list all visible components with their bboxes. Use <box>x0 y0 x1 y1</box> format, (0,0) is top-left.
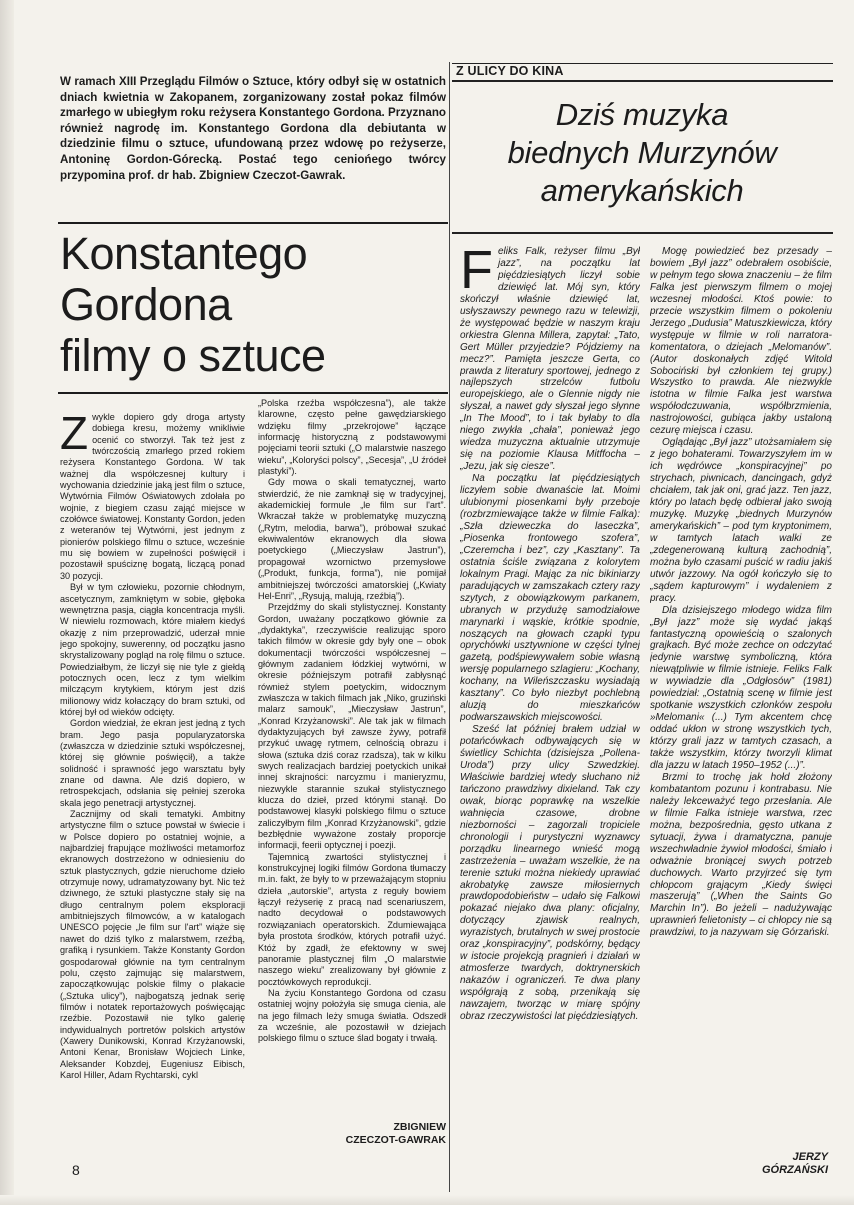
author-first-name: ZBIGNIEW <box>393 1121 446 1133</box>
article-title-line: filmy o sztuce <box>60 330 326 381</box>
paragraph: „Polska rzeźba współczesna”), ale także klarowne, często pełne gawędziarskiego wdzięku filmy „przekrojowe” łączące informację historyczną z podstawowymi pojęciami teorii sztuki („O malarstwie naszego wieku”, „Koloryści polscy”, „Secesja”, „U źródeł plastyki”). <box>258 398 446 477</box>
article-title <box>60 228 360 381</box>
article-title-line: amerykańskich <box>540 173 744 208</box>
page-bottom-edge <box>0 1195 854 1205</box>
article-column-2 <box>258 398 446 1100</box>
paragraph: Przejdźmy do skali stylistycznej. Konstanty Gordon, uważany początkowo głównie za „dydaktyka”, rzeczywiście realizując sporo takich filmów w okresie gdy były one – obok dokumentacji twórczości współczesnej – głównym zadaniem łódzkiej wytwórni, w okresie późniejszym potrafił zabłysnąć również stylem poetyckim, widocznym zwłaszcza w takich filmach jak „Niko, gruziński malarz samouk”, „Mieczysław Jastrun”, „Konrad Krzyżanowski”. Ale tak jak w filmach dydaktyzujących był zawsze żywy, potrafił przykuć uwagę rytmem, celnością obrazu i słowa (sztuka dziś coraz rzadsza), tak w kilku swych realizacjach bardziej poetyckich unikał innej skrajności: narcyzmu i manieryzmu, niezwykle starannie szukał stylistycznego klucza do dzieł, przed którymi stanął. Do podstawowej klasyki polskiego filmu o sztuce zaliczyłbym film „Konrad Krzyżanowski”, gdzie bezbłędnie wyważone zostały proporcje informacji, feerii optycznej i poezji. <box>258 602 446 851</box>
author-first-name: JERZY <box>792 1151 828 1163</box>
article-column-1 <box>60 412 245 1194</box>
title-rule-top <box>58 222 448 224</box>
paragraph: Brzmi to trochę jak hołd złożony kombatantom pozunu i kontrabasu. Nie należy lekceważyć tego przesłania. Ale w filmie Falka istnieje warstwa, rzec można, bezpośrednia, gęsto utkana z sytuacji, żywa i dramatyczna, panuje wszechwładnie żywioł młodości, śmiało i odważnie broniącej swych potrzeb duchowych. Warto przyjrzeć się tym chłopcom grającym „Kiedy święci maszerują” („When the Saints Go Marchin In”). Bo jeżeli – nadużywając uprawnień felietonisty – ci chłopcy nie są prawdziwi, to ja nazywam się Górzański. <box>650 771 832 939</box>
paragraph: Gordon wiedział, że ekran jest jedną z tych bram. Jego pasja popularyzatorska (zwłaszcza w dziedzinie sztuki współczesnej, której się głównie poświęcił), a także solidność i sprawność jego warsztatu były znane od dawna. Ale dziś dopiero, w retrospekcjach, odsłania się pełniej szeroka skala jego penetracji artystycznej. <box>60 718 245 808</box>
article-title-line: Konstantego <box>60 228 308 279</box>
section-rule <box>452 80 833 82</box>
section-label: Z ULICY DO KINA <box>456 64 564 78</box>
article-title-line: Dziś muzyka <box>555 97 729 132</box>
paragraph: Sześć lat później brałem udział w potańcówkach odbywających się w świetlicy Schichta (dzisiejsza „Pollena-Uroda”) przy ulicy Szwedzkiej. Właściwie bardziej wtedy słuchano niż tańczono prawdziwy dixieland. Tak czy owak, biorąc poprawkę na wszelkie wahnięcia czasowe, drobne niezborności – zagorzali tropiciele chronologii i purystyczni wyznawcy porządku linearnego wnieść mogą zastrzeżenia – uważam wszelkie, że na terenie sztuki można niekiedy uprawiać akrobatykę zawsze miłosiernych prawdopodobieństw – udało się Falkowi pokazać niejako dwa plany: oficjalny, dotyczący zjawisk realnych, wyrazistych, brutalnych w swej prostocie oraz „konspiracyjny”, podskórny, będący w istocie projekcją pragnień i działań w atmosferze twardych, doktrynerskich nakazów i ograniczeń. Te dwa plany współgrają z sobą, przenikają się nawzajem, tworząc w miarę spójny obraz rzeczywistości lat pięćdziesiątych. <box>460 724 640 1022</box>
paragraph: Feliks Falk, reżyser filmu „Był jazz”, na początku lat pięćdziesiątych liczył sobie dziewięć lat. Mój syn, który skończył właśnie dziewięć lat, usłyszawszy pewnego razu w telewizji, że występować będzie w naszym kraju orkiestra Glenna Millera, zapytał: „Tato, Gert Müller przyjedzie? Pójdziemy na mecz?”. Pamięta jeszcze Gerta, co prawda z literatury sportowej, jednego z najlepszych strzelców futbolu europejskiego, ale o Glennie nigdy nie słyszał, a nawet gdy słyszał jego słynne „In The Mood”, to i tak byłaby to dla niego zwykła „chała”, ponieważ jego wiedza muzyczna aktualnie utrzymuje się na poziomie Klausa Mitffocha – „Jezu, jak się ciesze”. <box>460 246 640 473</box>
drop-cap: Z <box>60 412 89 459</box>
paragraph: Dla dzisiejszego młodego widza film „Był jazz” może się wydać jakąś fantastyczną opowieścią o szalonych grajkach. Być może zechce on odczytać jedynie warstwę symboliczną, która niewątpliwie w filmie istnieje. Feliks Falk w wywiadzie dla „Odgłosów” (1981) powiedział: „Ostatnią scenę w filmie jest spotkanie wszystkich członków zespołu »Melomani« (...) Tym akcentem chcę oddać ukłon w stronę wszystkich tych, którzy grali jazz w tamtych czasach, a także wszystkim, którzy tworzyli klimat dla jazzu w latach 1950–1952 (...)”. <box>650 604 832 771</box>
author-signature-left <box>258 1121 446 1147</box>
paragraph: Zacznijmy od skali tematyki. Ambitny artystyczne film o sztuce powstał w świecie i w Polsce dopiero po ostatniej wojnie, a najbardziej frapujące możliwości metamorfoz ekranowych dostrzeżono w odniesieniu do sztuk plastycznych, gdzie nieruchome dzieło otrzymuje nowy, udramatyzowany byt. Nic też dziwnego, że sztuki plastyczne stały się na długo centralnym polem eksploracji ambitniejszych filmowców, a w katalogach UNESCO pojęcie „le film sur l'art” wiąże się nawet do dziś tylko z malarstwem, rzeźbą, grafiką i rysunkiem. Także Konstanty Gordon gospodarował głównie na tym centralnym polu, często zajmując się malarstwem, zapoczątkowując polskie filmy o plakacie („Sztuka ulicy”), najbogatszą jednak serię filmów i notatek reportażowych poświęcając rzeźbie. Pozostawił nie tylko galerię indywidualnych portretów polskich artystów (Xawery Dunikowski, Konrad Krzyżanowski, Antoni Kenar, Bronisław Wojciech Linke, Aleksander Kobzdej, Eugeniusz Eibisch, Karol Hiller, Adam Rychtarski, cykl <box>60 809 245 1080</box>
article-column-3 <box>460 246 640 1131</box>
title-rule-bottom <box>58 392 448 394</box>
column-divider <box>449 62 450 1192</box>
author-signature-right <box>650 1151 828 1177</box>
article-lead: W ramach XIII Przeglądu Filmów o Sztuce, który odbył się w ostatnich dniach kwietnia w Zakopanem, zorganizowany został pokaz filmów zmarłego w ubiegłym roku reżysera Konstantego Gordona. Przyznano również nagrodę im. Konstantego Gordona dla debiutanta w dziedzinie filmu o sztuce, ufundowaną przez wdowę po reżyserze, Antoninę Gordon-Górecką. Postać tego ceniońego twórcy przypomina prof. dr hab. Zbigniew Czeczot-Gawrak. <box>60 75 446 182</box>
page-number: 8 <box>72 1162 80 1178</box>
paragraph: Oglądając „Był jazz” utożsamiałem się z jego bohaterami. Towarzyszyłem im w ich wędrówce „konspiracyjnej” po strychach, piwnicach, dancingach, gdyż chciałem, tak jak oni, grać jazz. Ten jazz, który po latach będę odbierał jako swoją muzykę. Muzykę „biednych Murzynów amerykańskich” – pod tym kryptonimem, w tamtych latach walki ze „zdegenerowaną kulturą zachodnią”, można było czasami puścić w radiu jakiś utwór jazzowy. Na ogół kończyło się to „sądem kapturowym” i wydaleniem z pracy. <box>650 437 832 604</box>
title-rule-right <box>452 232 833 234</box>
article-title-right <box>462 96 822 210</box>
article-title-line: Gordona <box>60 279 232 330</box>
paragraph: Zwykle dopiero gdy droga artysty dobiega kresu, możemy wnikliwie ocenić co stworzył. Tak też jest z twórczością zmarłego przed rokiem reżysera Konstantego Gordona. W tak ważnej dla współczesnej kultury i wychowania dziedzinie jaką jest film o sztuce, Wytwórnia Filmów Oświatowych zdołała po wojnie, z biegiem czasu zająć miejsce w czołówce światowej. Konstanty Gordon, jeden z weteranów tej Wytwórni, jest jednym z pionierów polskiego filmu o sztuce, wcześnie mu się bowiem w zupełności poświęcił i pozostawił spuściznę bogatą, liczącą ponad 30 pozycji. <box>60 412 245 581</box>
paragraph: Tajemnicą zwartości stylistycznej i konstrukcyjnej logiki filmów Gordona tłumaczy m.in. fakt, że były to w przeważającym stopniu dzieła „autorskie”, artysta z reguły bowiem łączył reżyserię z pracą nad scenariuszem, nadto decydował o podstawowych rozwiązaniach operatorskich. Zdumiewająca była prostota środków, których potrafił użyć. Któż by zgadł, że efektowny w swej panoramie plastycznej film „O malarstwie naszego wieku” zrealizowany był głównie z pocztówkowych reprodukcji. <box>258 851 446 987</box>
drop-cap: F <box>460 246 493 300</box>
paragraph: Na początku lat pięćdziesiątych liczyłem sobie dwanaście lat. Moimi ulubionymi piosenkami były przeboje (rozbrzmiewające także w filmie Falka): „Szła dzieweczka do laseczka”, „Piosenka frontowego szofera”, „Czeremcha i bez”, czy „Kasztany”. Ta ostatnia ściśle związana z kolorytem lokalnym Pragi. Mając za nic bikiniarzy paradujących w zamszakach cztery razy szytych, z obowiązkowym parkanem, ubranych w przydużę samodziałowe marynarki i wąskie, krótkie spodnie, noszących na głowach czapki typu oprychówki usztywnione w części tylnej gazetą, podśpiewywałem sobie własną wersję popularnego szlagieru: „Kochany, kochany, na Wileńszczasku wysiadają kasztany”. Co było niezbyt pochlebną aluzją do mieszkańców podwarszawskich miejscowości. <box>460 473 640 724</box>
paragraph: Na życiu Konstantego Gordona od czasu ostatniej wojny położyła się smuga cienia, ale na jego filmach leży smuga światła. Odszedł za wcześnie, ale pozostawił w dziejach polskiego filmu o sztuce ślad bogaty i trwałą. <box>258 987 446 1044</box>
page-left-edge <box>0 0 14 1205</box>
author-last-name: GÓRZAŃSKI <box>762 1164 828 1176</box>
article-title-line: biednych Murzynów <box>507 135 777 170</box>
author-last-name: CZECZOT-GAWRAK <box>345 1134 446 1146</box>
paragraph: Gdy mowa o skali tematycznej, warto stwierdzić, że nie zamknął się w tradycyjnej, akademickiej formule „le film sur l'art”. Wkraczał także w problematykę muzyczną („Rytm, melodia, barwa”), próbował szukać ekwiwalentów ekranowych dla słowa poetyckiego („Mieczysław Jastrun”), propagował wzornictwo przemysłowe („Produkt, funkcja, forma”), nie pomijał ambitniejszej twórczości amatorskiej („Kwiaty Hel-Enri”, „Rysują, malują, rzeźbią”). <box>258 477 446 601</box>
paragraph: Mogę powiedzieć bez przesady – bowiem „Był jazz” odebrałem osobiście, w pełnym tego słowa znaczeniu – że film Falka jest pierwszym filmem o mojej wczesnej młodości. Ktoś powie: to przecie wszystkim filmem o pokoleniu Jerzego „Dudusia” Matuszkiewicza, który występuje w filmie w roli narratora-komentatora, o dziejach „Melomanów”. (Autor doskonałych zdjęć Witold Sobociński był członkiem tej grupy.) Wszystko to prawda. Ale niezwykle istotna w filmie Falka jest warstwa współodczuwania, współbrzmienia, nastrojowości, gubiąca jakby ustaloną cezurę miejsca i czasu. <box>650 246 832 437</box>
paragraph: Był w tym człowieku, pozornie chłodnym, ascetycznym, zamkniętym w sobie, głęboka wewnętrzna pasja, ciągła koncentracja myśli. W niewielu rozmowach, które miałem kiedyś okazję z nim przeprowadzić, uderzał mnie jego spokojny, suwerenny, od początku jasno skrystalizowany pogląd na rolę filmu o sztuce. Powiedziałbym, że liczył się nie tyle z giełdą potocznych ocen, lecz z tym wielkim milczącym krytykiem, którym jest dziś milionowy widz kołaczący do bram sztuki, od której był od wieków odcięty. <box>60 582 245 717</box>
article-column-4 <box>650 246 832 1126</box>
